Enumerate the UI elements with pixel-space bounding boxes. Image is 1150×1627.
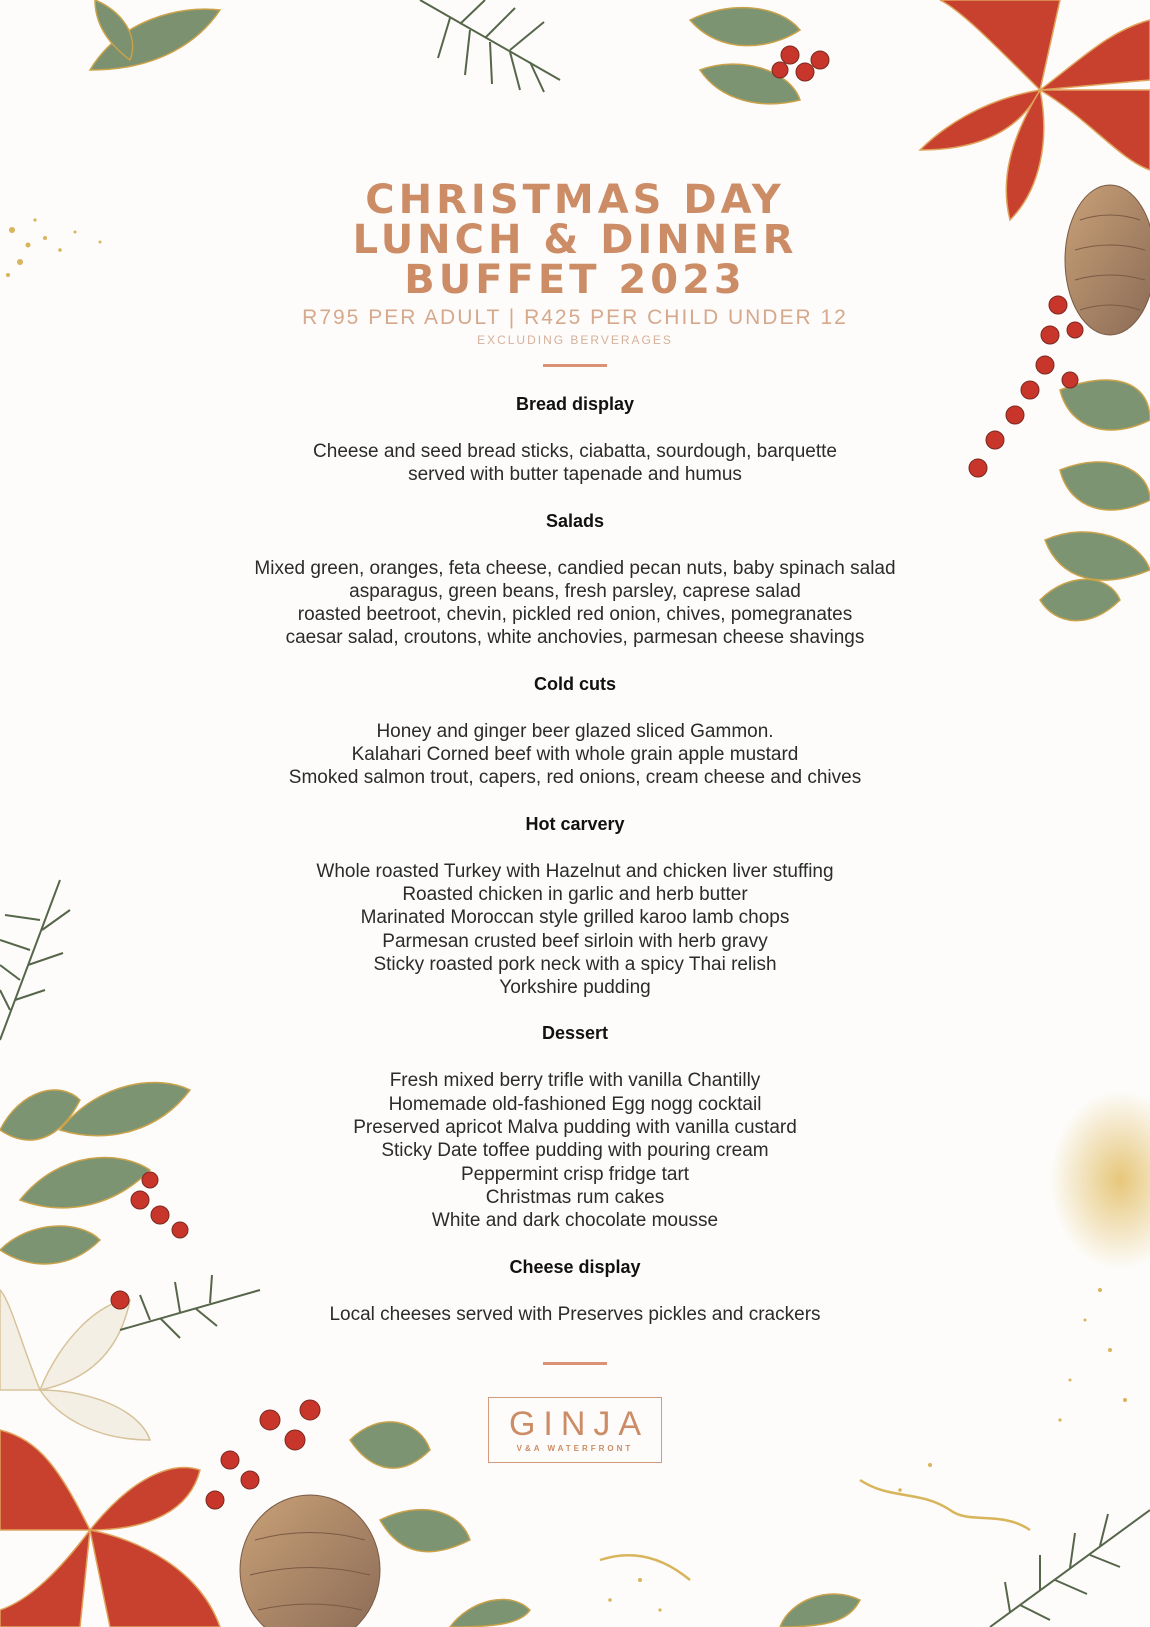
menu-title [0,177,1150,303]
logo-subtitle: V&A WATERFRONT [516,1444,634,1453]
menu-item: Preserved apricot Malva pudding with vanilla custard [353,1117,797,1139]
menu-item: White and dark chocolate mousse [431,1210,719,1232]
menu-section-bread-display [0,393,1150,487]
section-title: Salads [545,510,605,531]
menu-item: Parmesan crusted beef sirloin with herb gravy [382,930,768,952]
menu-section-salads [0,510,1150,650]
menu-item: Cheese and seed bread sticks, ciabatta, sourdough, barquette [313,441,837,462]
section-title: Cold cuts [533,673,616,694]
title-line: CHRISTMAS DAY [365,177,785,223]
menu-item: Honey and ginger beer glazed sliced Gammon. [376,720,774,742]
section-title: Dessert [541,1023,609,1044]
menu-section-cheese-display [0,1256,1150,1326]
menu-item: Fresh mixed berry trifle with vanilla Chantilly [389,1070,761,1092]
holly-leaves-bottom [450,1594,860,1627]
menu-section-cold-cuts [0,673,1150,790]
menu-item: Local cheeses served with Preserves pickles and crackers [329,1303,821,1325]
menu-item: Smoked salmon trout, capers, red onions, cream cheese and chives [288,767,862,789]
menu-item: Marinated Moroccan style grilled karoo lamb chops [360,907,790,929]
menu-section-hot-carvery [0,813,1150,1000]
logo-name: GINJA [508,1405,650,1443]
menu-item: Roasted chicken in garlic and herb butter [402,883,748,905]
menu-item: roasted beetroot, chevin, pickled red onion, chives, pomegranates [297,604,853,626]
menu-item: asparagus, green beans, fresh parsley, caprese salad [349,580,801,602]
menu-item: Kalahari Corned beef with whole grain apple mustard [351,744,799,766]
title-line: BUFFET 2023 [404,257,746,303]
holly-leaves-top-left [90,0,220,70]
pine-branch-bottom-right [990,1510,1150,1627]
menu-section-dessert [0,1022,1150,1232]
pine-branch-top [420,0,560,92]
section-title: Bread display [515,394,635,414]
price-line: R795 PER ADULT | R425 PER CHILD UNDER 12 [302,306,848,329]
title-line: LUNCH & DINNER [352,217,798,263]
section-title: Cheese display [509,1256,641,1277]
menu-item: Mixed green, oranges, feta cheese, candied pecan nuts, baby spinach salad [254,557,896,579]
menu-item: Sticky Date toffee pudding with pouring cream [381,1140,769,1162]
divider-top [543,364,607,367]
menu-item: served with butter tapenade and humus [408,464,742,486]
menu-sections [0,393,1150,1349]
menu-item: Sticky roasted pork neck with a spicy Thai relish [373,953,777,975]
menu-item: Christmas rum cakes [485,1186,665,1208]
ginja-logo [488,1397,662,1463]
menu-item: Peppermint crisp fridge tart [460,1163,690,1185]
section-title: Hot carvery [525,813,625,834]
menu-item: Yorkshire pudding [499,977,651,999]
divider-bottom [543,1362,607,1365]
menu-item: Homemade old-fashioned Egg nogg cocktail [388,1093,762,1115]
menu-item: caesar salad, croutons, white anchovies, parmesan cheese shavings [285,627,865,649]
menu-item: Whole roasted Turkey with Hazelnut and chicken liver stuffing [316,860,834,882]
excluding-note: EXCLUDING BERVERAGES [477,333,673,347]
